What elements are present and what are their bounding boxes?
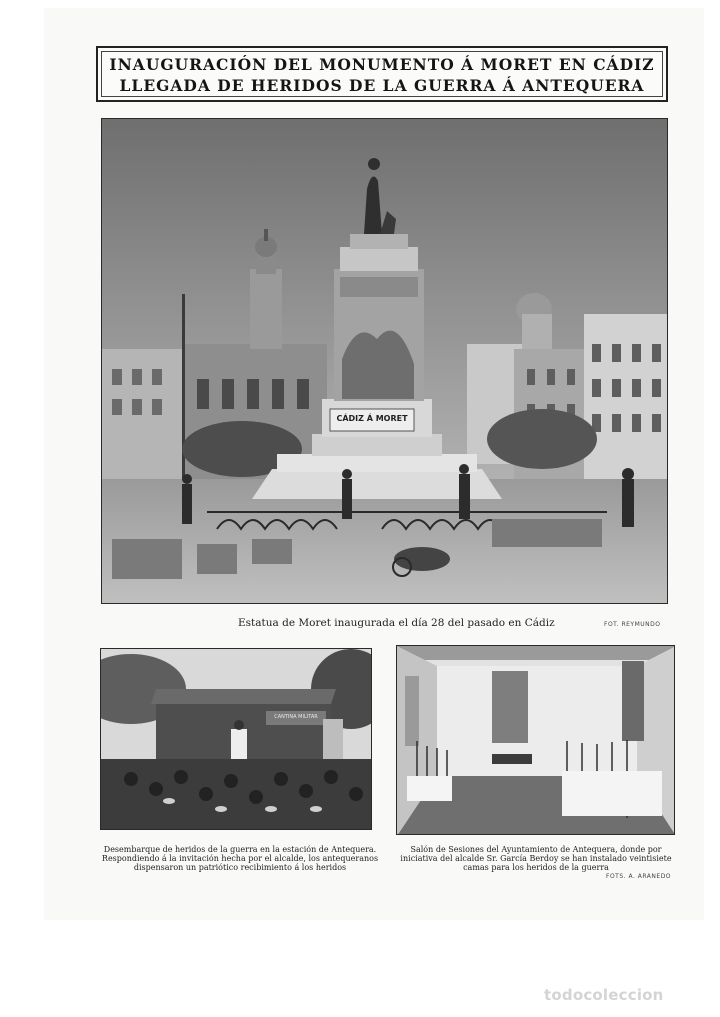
right-photo-caption xyxy=(396,845,676,872)
right-caption-line-2: iniciativa del alcalde Sr. García Berdoy se han instalado veintisiete xyxy=(400,854,672,863)
hall-photo-illustration xyxy=(397,646,675,835)
left-photo-caption xyxy=(100,845,380,872)
station-arrival-photo xyxy=(100,648,372,830)
main-photo-caption: Estatua de Moret inaugurada el día 28 del pasado en Cádiz xyxy=(238,617,555,629)
site-watermark: todocoleccion xyxy=(544,986,664,1004)
station-photo-illustration xyxy=(101,649,372,830)
right-caption-line-3: camas para los heridos de la guerra xyxy=(463,863,609,872)
headline-box xyxy=(96,46,668,102)
moret-monument-photo xyxy=(101,118,668,604)
left-caption-line-1: Desembarque de heridos de la guerra en la estación de Antequera. xyxy=(103,845,377,854)
headline-line-2: LLEGADA DE HERIDOS DE LA GUERRA Á ANTEQUERA xyxy=(119,76,645,95)
left-caption-line-3: dispensaron un patriótico recibimiento á los heridos xyxy=(133,863,347,872)
pedestal-inscription: CÁDIZ Á MORET xyxy=(336,414,408,423)
session-hall-photo xyxy=(396,645,675,835)
headline-line-1: INAUGURACIÓN DEL MONUMENTO Á MORET EN CÁDIZ xyxy=(109,55,655,74)
right-photo-credit: FOTS. A. ARANEDO xyxy=(606,873,672,880)
main-photo-credit: FOT. REYMUNDO xyxy=(604,621,661,628)
left-caption-line-2: Respondiendo á la invitación hecha por el alcalde, los antequeranos xyxy=(101,854,379,863)
monument-photo-illustration xyxy=(102,119,668,604)
cantina-sign: CANTINA MILITAR xyxy=(274,714,318,720)
right-caption-line-1: Salón de Sesiones del Ayuntamiento de Antequera, donde por xyxy=(410,845,662,854)
